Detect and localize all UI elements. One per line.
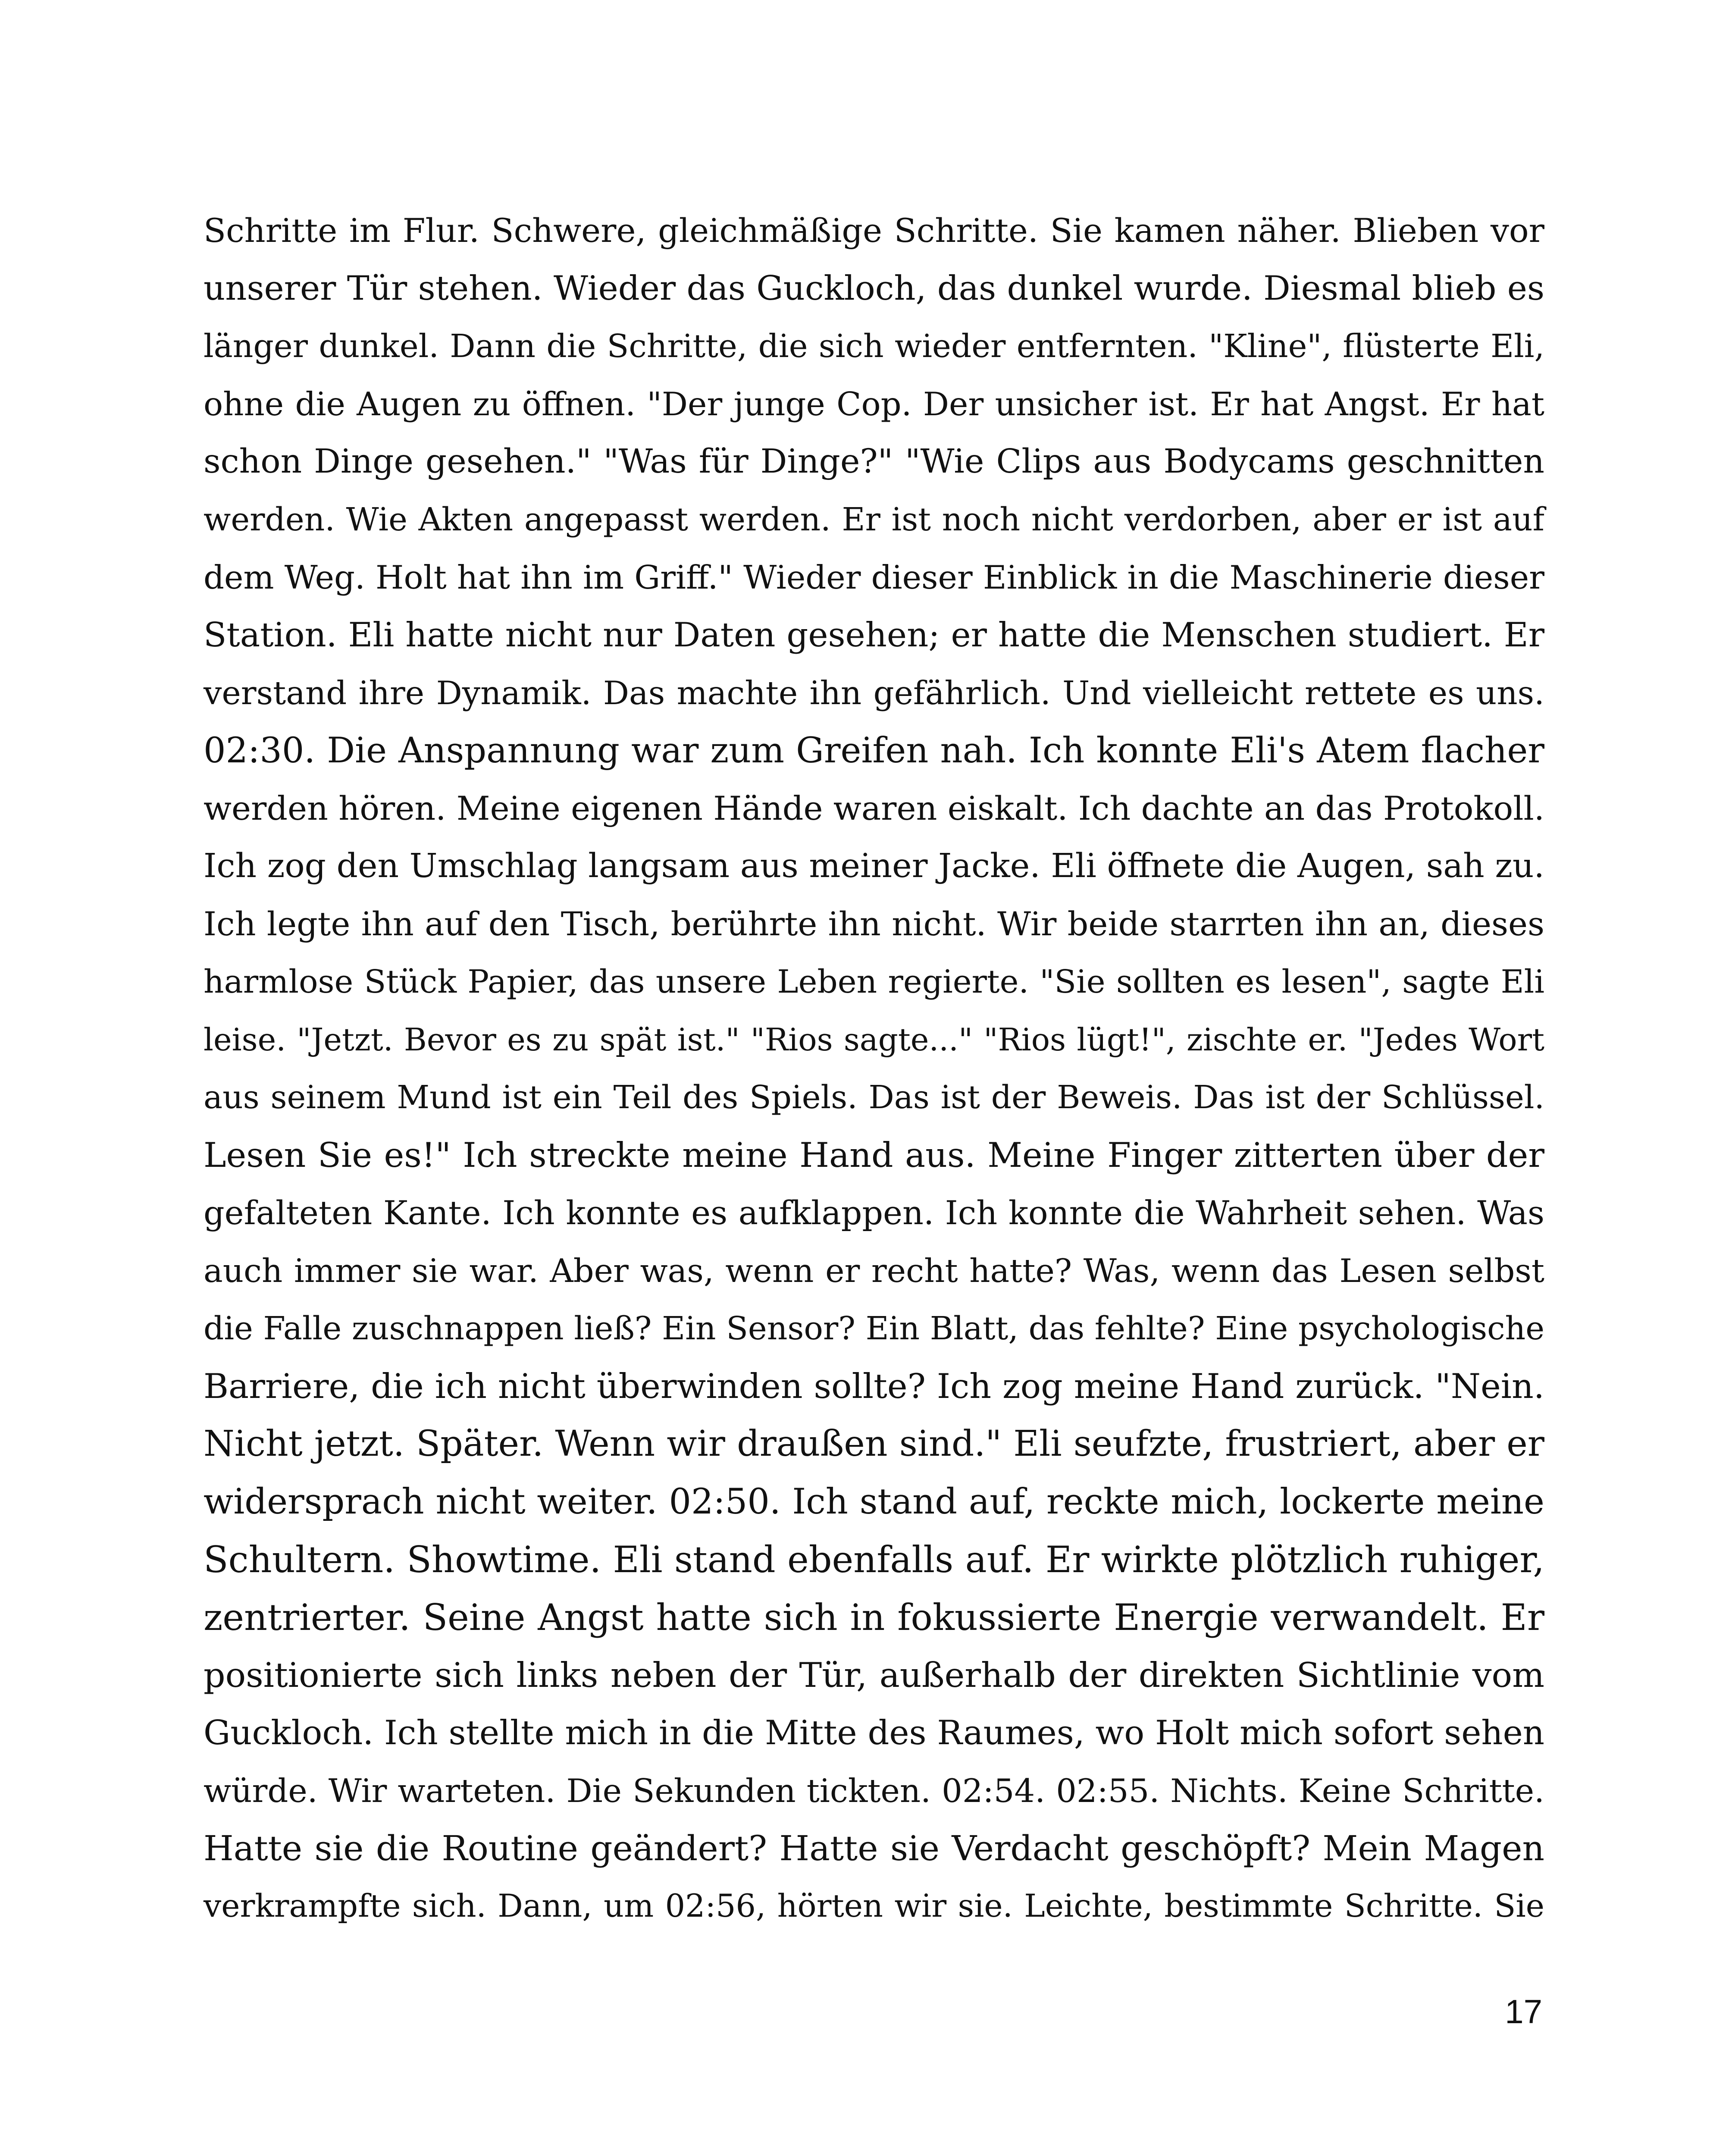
text-line: Ich legte ihn auf den Tisch, berührte ihn nicht. Wir beide starrten ihn an, dieses (204, 905, 1544, 943)
text-line: harmlose Stück Papier, das unsere Leben regierte. "Sie sollten es lesen", sagte Eli (204, 963, 1544, 1000)
text-line: Schultern. Showtime. Eli stand ebenfalls auf. Er wirkte plötzlich ruhiger, (204, 1539, 1544, 1581)
page-number: 17 (1505, 1993, 1542, 2031)
text-line: Hatte sie die Routine geändert? Hatte sie Verdacht geschöpft? Mein Magen (204, 1828, 1544, 1868)
text-line: widersprach nicht weiter. 02:50. Ich stand auf, reckte mich, lockerte meine (204, 1482, 1544, 1522)
text-line: die Falle zuschnappen ließ? Ein Sensor? Ein Blatt, das fehlte? Eine psychologische (204, 1310, 1544, 1347)
text-line: Ich zog den Umschlag langsam aus meiner Jacke. Eli öffnete die Augen, sah zu. (204, 847, 1544, 885)
text-line: werden hören. Meine eigenen Hände waren eiskalt. Ich dachte an das Protokoll. (204, 789, 1544, 827)
text-line: 02:30. Die Anspannung war zum Greifen nah. Ich konnte Eli's Atem flacher (204, 730, 1544, 771)
text-line: aus seinem Mund ist ein Teil des Spiels. Das ist der Beweis. Das ist der Schlüssel. (204, 1079, 1544, 1116)
text-line: länger dunkel. Dann die Schritte, die sich wieder entfernten. "Kline", flüsterte Eli, (204, 328, 1544, 365)
text-line: Guckloch. Ich stellte mich in die Mitte des Raumes, wo Holt mich sofort sehen (204, 1714, 1544, 1752)
text-line: verkrampfte sich. Dann, um 02:56, hörten wir sie. Leichte, bestimmte Schritte. Sie (204, 1888, 1544, 1924)
body-text (204, 202, 1544, 1935)
text-line: Nicht jetzt. Später. Wenn wir draußen sind." Eli seufzte, frustriert, aber er (204, 1423, 1544, 1464)
text-line: auch immer sie war. Aber was, wenn er recht hatte? Was, wenn das Lesen selbst (204, 1252, 1544, 1290)
text-line: Barriere, die ich nicht überwinden sollte? Ich zog meine Hand zurück. "Nein. (204, 1366, 1544, 1406)
text-line: positionierte sich links neben der Tür, außerhalb der direkten Sichtlinie vom (204, 1655, 1544, 1695)
text-line: Lesen Sie es!" Ich streckte meine Hand aus. Meine Finger zitterten über der (204, 1135, 1544, 1175)
text-line: Station. Eli hatte nicht nur Daten gesehen; er hatte die Menschen studiert. Er (204, 616, 1544, 655)
text-line: werden. Wie Akten angepasst werden. Er ist noch nicht verdorben, aber er ist auf (204, 501, 1544, 538)
text-line: zentrierter. Seine Angst hatte sich in fokussierte Energie verwandelt. Er (204, 1596, 1544, 1639)
text-line: ohne die Augen zu öffnen. "Der junge Cop. Der unsicher ist. Er hat Angst. Er hat (204, 385, 1544, 423)
text-line: dem Weg. Holt hat ihn im Griff." Wieder dieser Einblick in die Maschinerie dieser (204, 558, 1544, 596)
text-line: leise. "Jetzt. Bevor es zu spät ist." "Rios sagte..." "Rios lügt!", zischte er. "Jedes Wort (204, 1022, 1544, 1058)
text-line: verstand ihre Dynamik. Das machte ihn gefährlich. Und vielleicht rettete es uns. (204, 674, 1544, 712)
text-line: unserer Tür stehen. Wieder das Guckloch, das dunkel wurde. Diesmal blieb es (204, 269, 1544, 308)
text-line: schon Dinge gesehen." "Was für Dinge?" "Wie Clips aus Bodycams geschnitten (204, 442, 1544, 481)
text-line: würde. Wir warteten. Die Sekunden tickten. 02:54. 02:55. Nichts. Keine Schritte. (204, 1772, 1544, 1810)
text-line: gefalteten Kante. Ich konnte es aufklappen. Ich konnte die Wahrheit sehen. Was (204, 1194, 1544, 1232)
text-line: Schritte im Flur. Schwere, gleichmäßige Schritte. Sie kamen näher. Blieben vor (204, 211, 1544, 250)
